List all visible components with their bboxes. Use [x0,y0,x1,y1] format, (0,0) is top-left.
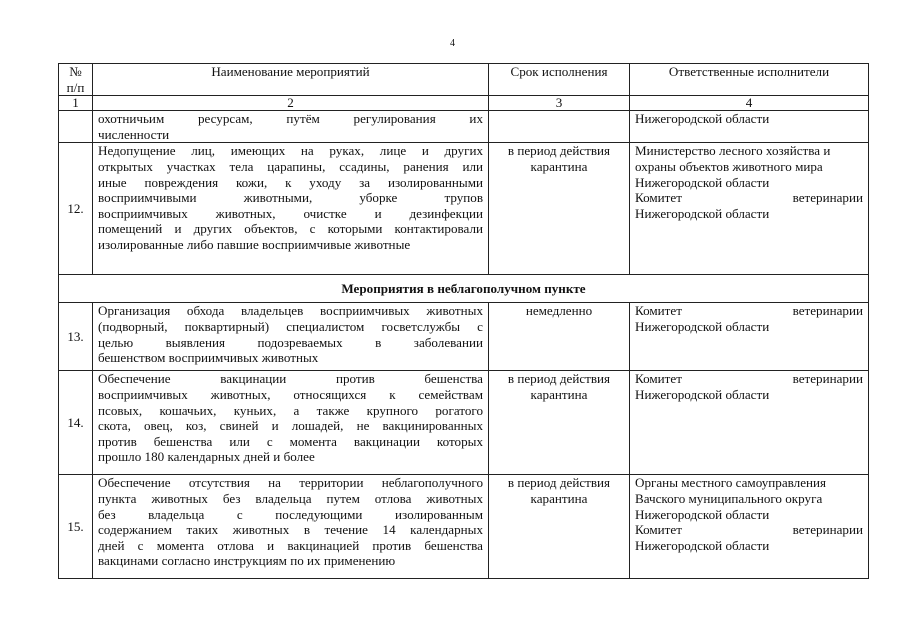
responsible-line: Нижегородской области [635,111,770,127]
header-col-number: № п/п [59,64,93,96]
table-row [59,111,869,143]
index-cell: 2 [93,96,489,111]
row-number: 13. [59,303,93,371]
measure-name-line: восприимчивыми животными, уборке трупов [98,190,483,206]
responsible-line: Комитет ветеринарии [635,190,863,206]
index-cell: 3 [489,96,630,111]
term [489,371,630,475]
responsible-line: Нижегородской области [635,174,770,190]
section-title: Мероприятия в неблагополучном пункте [59,275,869,303]
measure-name-line: Обеспечение отсутствия на территории неблагополучного [98,475,483,491]
measure-name-line: дней с момента отлова и вакцинацией против бешенства [98,537,483,553]
responsible [630,371,869,475]
table-row [59,475,869,579]
responsible-line: Комитет ветеринарии [635,522,863,538]
measure-name [93,143,489,275]
measure-name-line: прошло 180 календарных дней и более [98,449,315,465]
measure-name-line: изолированные либо павшие восприимчивые животные [98,236,411,252]
responsible-line: Комитет ветеринарии [635,371,863,387]
measure-name-line: численности [98,126,170,142]
measure-name-line: иные повреждения кожи, к уходу за изолированными [98,174,483,190]
measure-name-line: открытых участках тела царапины, ссадины, ранения или [98,158,483,174]
measure-name-line: псовых, кошачьих, куньих, а также крупного рогатого [98,402,483,418]
row-number: 14. [59,371,93,475]
measure-name-line: помещений и других объектов, с которыми контактировали [98,221,483,237]
responsible-line: Органы местного самоуправления [635,475,827,491]
term [489,143,630,275]
measure-name [93,371,489,475]
index-cell: 4 [630,96,869,111]
measure-name-line: (подворный, поквартирный) специалистом госветслужбы с [98,318,483,334]
page-number: 4 [450,38,455,49]
measure-name-line: содержанием таких животных в течение 14 календарных [98,522,483,538]
term-line: немедленно [525,303,593,319]
responsible [630,143,869,275]
responsible [630,475,869,579]
term-line: в период действия [507,371,611,387]
row-number: 15. [59,475,93,579]
header-col-responsible: Ответственные исполнители [630,64,869,96]
responsible [630,111,869,143]
header-col-term: Срок исполнения [489,64,630,96]
table-row [59,143,869,275]
measure-name-line: восприимчивых животных, относящихся к семействам [98,386,483,402]
measure-name-line: против бешенства или с момента вакцинации которых [98,433,483,449]
header-col-name: Наименование мероприятий [93,64,489,96]
measure-name [93,111,489,143]
table-row [59,303,869,371]
measure-name-line: восприимчивых животных, очистке и дезинфекции [98,205,483,221]
measure-name [93,303,489,371]
index-row [59,96,869,111]
term [489,303,630,371]
row-number [59,111,93,143]
responsible-line: Министерство лесного хозяйства и [635,143,831,159]
measure-name-line: Недопущение лиц, имеющих на руках, лице и других [98,143,483,159]
term [489,111,630,143]
section-row [59,275,869,303]
term-line: карантина [530,490,588,506]
term-line: карантина [530,386,588,402]
measure-name-line: Обеспечение вакцинации против бешенства [98,371,483,387]
measure-name-line: бешенством восприимчивых животных [98,350,319,366]
term-line: в период действия [507,475,611,491]
measure-name-line: целью выявления подозреваемых в заболевании [98,334,483,350]
measure-name-line: охотничьим ресурсам, путём регулирования их [98,111,483,127]
responsible-line: Нижегородской области [635,318,770,334]
term-line: в период действия [507,143,611,159]
measure-name-line: без владельца с последующими изолированным [98,506,483,522]
measure-name [93,475,489,579]
responsible-line: Вачского муниципального округа [635,490,823,506]
responsible-line: Комитет ветеринарии [635,303,863,319]
header-row [59,64,869,96]
responsible-line: Нижегородской области [635,386,770,402]
term-line: карантина [530,158,588,174]
measure-name-line: Организация обхода владельцев восприимчивых животных [98,303,483,319]
term [489,475,630,579]
responsible-line: Нижегородской области [635,537,770,553]
row-number: 12. [59,143,93,275]
responsible-line: охраны объектов животного мира [635,158,823,174]
measure-name-line: пункта животных без владельца путем отлова животных [98,490,483,506]
responsible-line: Нижегородской области [635,506,770,522]
index-cell: 1 [59,96,93,111]
measure-name-line: скота, овец, коз, свиней и лошадей, не вакцинированных [98,418,483,434]
measure-name-line: вакцинами согласно инструкциям по их применению [98,553,396,569]
responsible-line: Нижегородской области [635,205,770,221]
measures-table [58,63,869,579]
table-row [59,371,869,475]
responsible [630,303,869,371]
